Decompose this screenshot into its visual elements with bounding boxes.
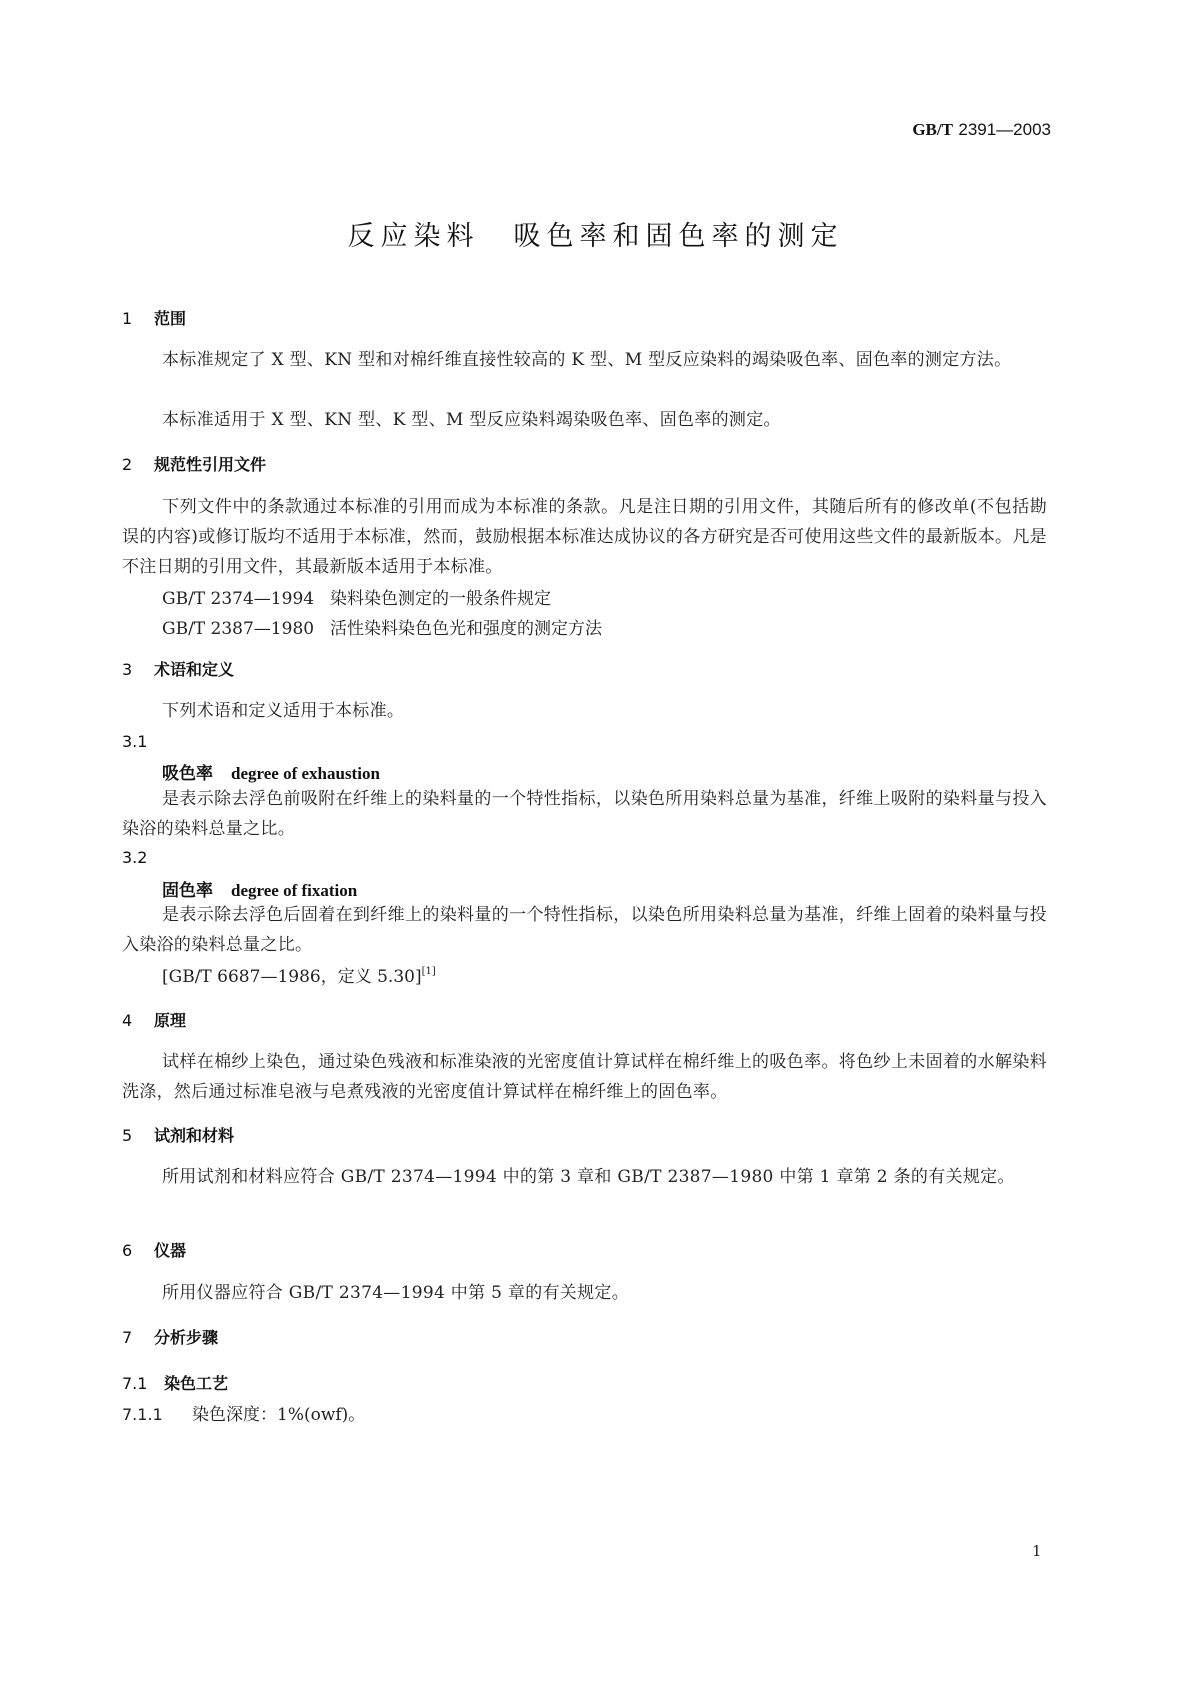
- page-number: 1: [1032, 1542, 1042, 1560]
- section-title: 范围: [154, 309, 187, 328]
- paragraph: [122, 1162, 1047, 1192]
- paragraph: [122, 1278, 1047, 1308]
- section-number: 1: [122, 309, 133, 328]
- section-title: 原理: [154, 1011, 187, 1030]
- definition-text: 是表示除去浮色前吸附在纤维上的染料量的一个特性指标，以染色所用染料总量为基准，纤维上吸附的染料量与投入染浴的染料总量之比。: [122, 789, 1047, 839]
- reference-code: GB/T 2387—1980: [162, 619, 315, 639]
- source-text: [GB/T 6687—1986，定义 5.30]: [162, 967, 422, 987]
- paragraph-text: 试样在棉纱上染色，通过染色残液和标准染液的光密度值计算试样在棉纤维上的吸色率。将色纱上未固着的水解染料洗涤，然后通过标准皂液与皂煮残液的光密度值计算试样在棉纤维上的固色率。: [122, 1052, 1047, 1102]
- clause-number: 3.1: [122, 732, 148, 751]
- standard-code: [912, 120, 1051, 140]
- section-number: 6: [122, 1241, 133, 1260]
- section-title: 分析步骤: [154, 1328, 219, 1347]
- paragraph: [122, 492, 1047, 582]
- footnote-reference: [1]: [421, 966, 436, 977]
- term-zh: 吸色率: [162, 764, 213, 784]
- paragraph: [122, 345, 1047, 375]
- term-en: degree of exhaustion: [231, 764, 380, 783]
- section-title: 术语和定义: [154, 660, 235, 679]
- paragraph: [122, 696, 1047, 726]
- paragraph-text: 下列术语和定义适用于本标准。: [162, 701, 405, 721]
- definition-text: 是表示除去浮色后固着在到纤维上的染料量的一个特性指标，以染色所用染料总量为基准，纤维上固着的染料量与投入染浴的染料总量之比。: [122, 905, 1047, 955]
- paragraph-text: 本标准规定了 X 型、KN 型和对棉纤维直接性较高的 K 型、M 型反应染料的竭染吸色率、固色率的测定方法。: [162, 350, 1012, 370]
- reference-title: 染料染色测定的一般条件规定: [330, 589, 551, 609]
- term-en: degree of fixation: [231, 881, 358, 900]
- subsection-title: 染色工艺: [164, 1374, 229, 1393]
- section-heading-reagents: [122, 1123, 234, 1146]
- term-exhaustion: [162, 759, 380, 784]
- paragraph-text: 本标准适用于 X 型、KN 型、K 型、M 型反应染料竭染吸色率、固色率的测定。: [162, 410, 781, 430]
- section-heading-scope: [122, 306, 186, 329]
- title-part1: 反应染料: [347, 221, 480, 252]
- paragraph: [122, 405, 1047, 435]
- standard-number: 2391—2003: [958, 120, 1051, 139]
- standard-prefix: GB/T: [912, 120, 953, 139]
- subsection-heading-dyeing-process: [122, 1371, 228, 1394]
- definition: [122, 900, 1047, 960]
- reference-title: 活性染料染色色光和强度的测定方法: [330, 619, 602, 639]
- clause-dyeing-depth: [122, 1400, 365, 1425]
- section-heading-procedure: [122, 1325, 218, 1348]
- definition-source: [162, 962, 436, 987]
- paragraph-text: 所用仪器应符合 GB/T 2374—1994 中第 5 章的有关规定。: [162, 1283, 630, 1303]
- section-number: 7: [122, 1328, 133, 1347]
- clause-number: 7.1.1: [122, 1405, 163, 1424]
- reference-item: [162, 584, 551, 609]
- section-number: 5: [122, 1126, 133, 1145]
- paragraph: [122, 1047, 1047, 1107]
- section-title: 仪器: [154, 1241, 187, 1260]
- reference-code: GB/T 2374—1994: [162, 589, 315, 609]
- document-title: [0, 214, 1191, 253]
- section-heading-normative-references: [122, 452, 266, 475]
- section-title: 试剂和材料: [154, 1126, 235, 1145]
- section-heading-terms-definitions: [122, 657, 234, 680]
- section-number: 2: [122, 455, 133, 474]
- term-fixation: [162, 876, 357, 901]
- clause-number: 3.2: [122, 848, 148, 867]
- section-number: 3: [122, 660, 133, 679]
- title-part2: 吸色率和固色率的测定: [513, 221, 844, 252]
- section-heading-principle: [122, 1008, 186, 1031]
- section-heading-apparatus: [122, 1238, 186, 1261]
- clause-text: 染色深度：1%(owf)。: [192, 1405, 366, 1425]
- paragraph-text: 所用试剂和材料应符合 GB/T 2374—1994 中的第 3 章和 GB/T 2387—1980 中第 1 章第 2 条的有关规定。: [162, 1167, 1015, 1187]
- definition: [122, 784, 1047, 844]
- reference-item: [162, 614, 602, 639]
- paragraph-text: 下列文件中的条款通过本标准的引用而成为本标准的条款。凡是注日期的引用文件，其随后所有的修改单(不包括勘误的内容)或修订版均不适用于本标准，然而，鼓励根据本标准达成协议的各方研究是否可使用这些文件的最新版本。凡是不注日期的引用文件，其最新版本适用于本标准。: [122, 497, 1047, 577]
- term-zh: 固色率: [162, 881, 213, 901]
- section-title: 规范性引用文件: [154, 455, 267, 474]
- section-number: 4: [122, 1011, 133, 1030]
- subsection-number: 7.1: [122, 1374, 148, 1393]
